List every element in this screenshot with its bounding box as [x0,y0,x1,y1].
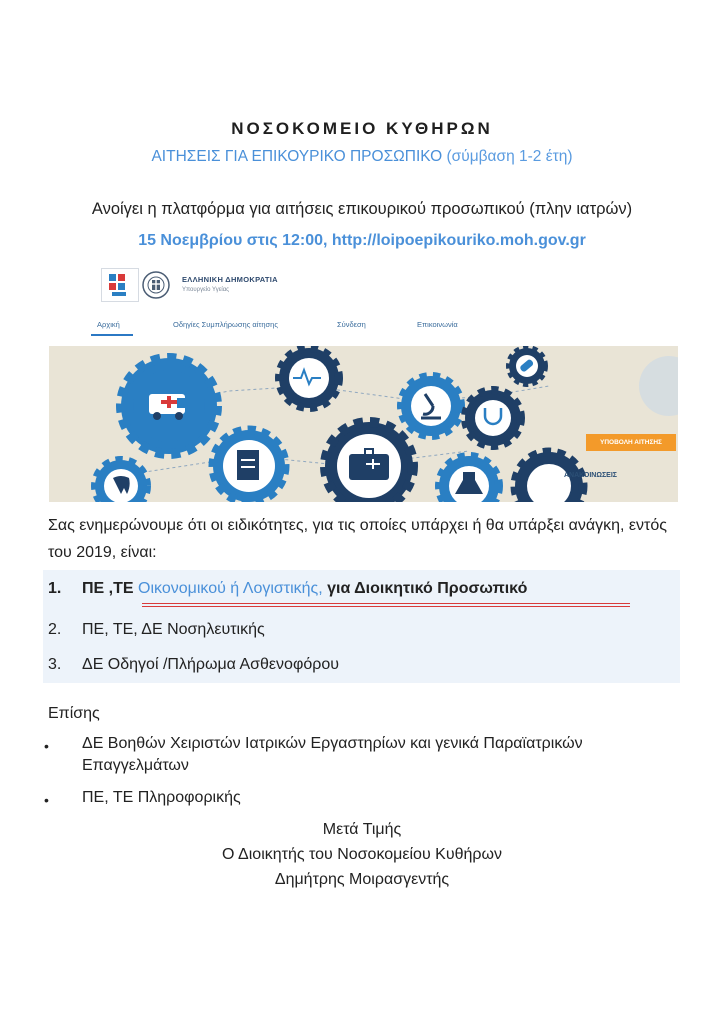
bullet-icon: • [44,792,49,808]
bullet-item-1: ΔΕ Βοηθών Χειριστών Ιατρικών Εργαστηρίων και γενικά Παραϊατρικών Επαγγελμάτων [82,735,583,774]
website-header [49,264,678,344]
subtitle-main: ΑΙΤΗΣΕΙΣ ΓΙΑ ΕΠΙΚΟΥΡΙΚΟ ΠΡΟΣΩΠΙΚΟ [151,148,443,165]
also-heading: Επίσης [48,705,100,722]
intro-text: Ανοίγει η πλατφόρμα για αιτήσεις επικουρικού προσωπικού (πλην ιατρών) [91,200,633,218]
signature-name: Δημήτρης Μοιρασγεντής [274,871,450,888]
clipboard-gear-icon [213,430,285,502]
nav-active-underline [91,334,133,336]
ambulance-gear-icon [121,358,217,454]
underline-2 [142,606,630,607]
announcements-title: ΑΝΑΚΟΙΝΩΣΕΙΣ [564,472,617,479]
list-item-3 [48,656,339,674]
nav-contact[interactable]: Επικοινωνία [417,320,458,329]
nav-login[interactable]: Σύνδεση [337,320,366,329]
list-number: 3. [48,656,62,673]
ministry-logo [101,268,139,302]
list-item-3-text: ΔΕ Οδηγοί /Πλήρωμα Ασθενοφόρου [82,656,339,673]
date-link[interactable]: 15 Νοεμβρίου στις 12:00, http://loipoepikouriko.moh.gov.gr [138,232,586,249]
tooth-gear-icon [95,460,147,502]
heartbeat-gear-icon [279,348,339,408]
nav-instructions[interactable]: Οδηγίες Συμπλήρωσης αίτησης [173,320,278,329]
list-item-1-prefix: ΠΕ ,ΤΕ [82,580,139,597]
gov-title: ΕΛΛΗΝΙΚΗ ΔΗΜΟΚΡΑΤΙΑ [182,275,278,284]
list-item-1-rest: για Διοικητικό Προσωπικό [322,580,528,597]
signature-closing: Μετά Τιμής [322,821,402,838]
specialties-intro: Σας ενημερώνουμε ότι οι ειδικότητες, για τις οποίες υπάρχει ή θα υπάρξει ανάγκη, εντός του 2019, είναι: [48,517,667,561]
list-item-2 [48,621,265,639]
list-item-2-text: ΠΕ, ΤΕ, ΔΕ Νοσηλευτικής [82,621,265,638]
gov-subtitle: Υπουργείο Υγείας [182,287,230,293]
list-item-1 [48,580,527,598]
briefcase-gear-icon [325,422,413,502]
subtitle-paren: (σύμβαση 1-2 έτη) [446,148,573,165]
apply-button[interactable]: ΥΠΟΒΟΛΗ ΑΙΤΗΣΗΣ [586,434,676,451]
bullet-icon: • [44,738,49,754]
page-subtitle [0,148,724,166]
flask-gear-icon [439,456,499,502]
page-title: ΝΟΣΟΚΟΜΕΙΟ ΚΥΘΗΡΩΝ [231,119,493,138]
list-number: 2. [48,621,62,638]
list-item-1-highlight: Οικονομικού ή Λογιστικής, [138,580,323,597]
list-number: 1. [48,580,62,597]
pill-gear-icon [509,348,545,384]
gear-banner [49,346,678,502]
signature-role: Ο Διοικητής του Νοσοκομείου Κυθήρων [222,846,502,863]
nav-home[interactable]: Αρχική [97,320,120,329]
greek-seal-icon [141,270,171,300]
microscope-gear-icon [401,376,461,436]
underline-1 [142,603,630,604]
bullet-item-2: ΠΕ, ΤΕ Πληροφορικής [82,789,241,806]
website-screenshot [49,264,678,502]
stethoscope-gear-icon [465,390,521,446]
